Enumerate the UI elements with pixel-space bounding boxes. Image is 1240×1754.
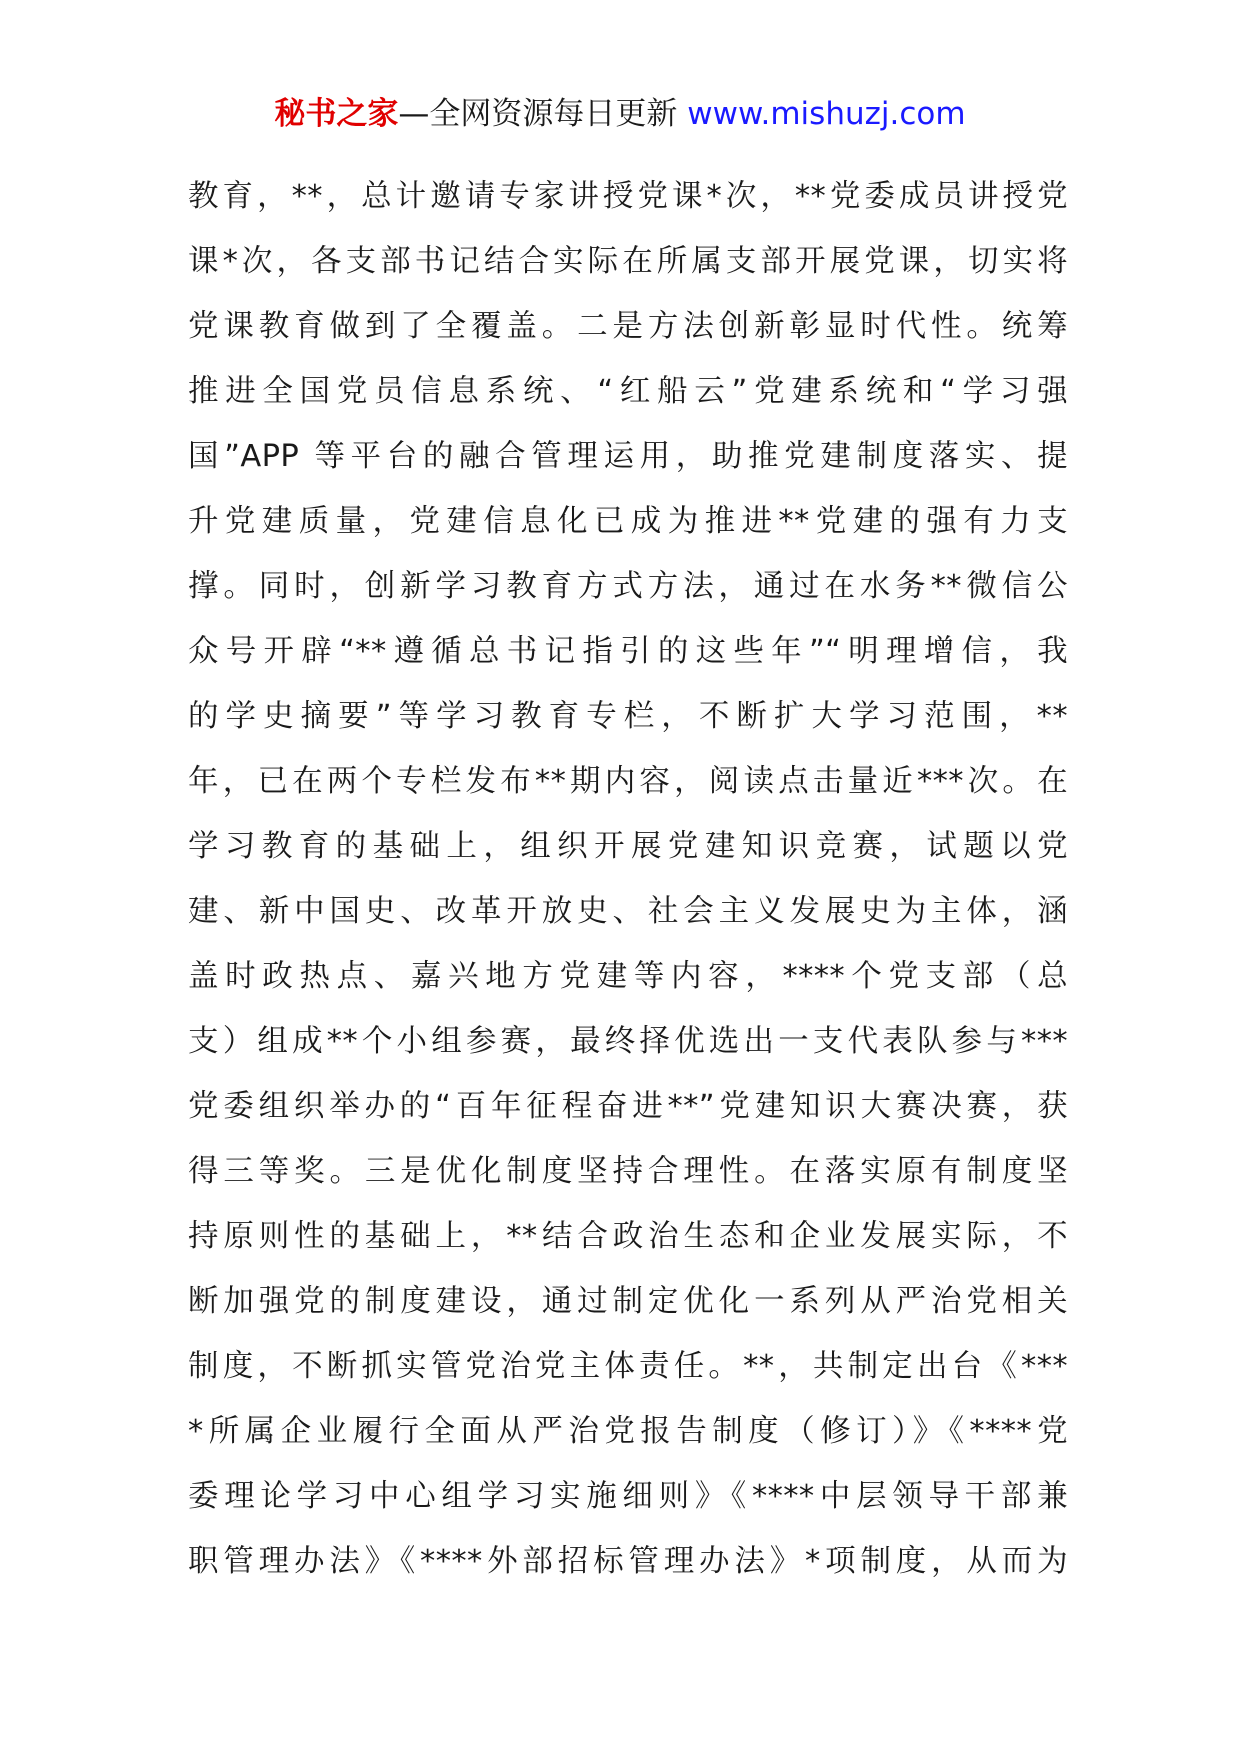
text-line: 职管理办法》《****外部招标管理办法》*项制度，从而为: [188, 1544, 1068, 1579]
text-line: 得三等奖。三是优化制度坚持合理性。在落实原有制度坚: [188, 1154, 1068, 1189]
text-line: 建、新中国史、改革开放史、社会主义发展史为主体，涵: [188, 894, 1068, 929]
text-line: 党课教育做到了全覆盖。二是方法创新彰显时代性。统筹: [188, 309, 1068, 344]
text-line: 年，已在两个专栏发布**期内容，阅读点击量近***次。在: [188, 764, 1068, 799]
text-line: 制度，不断抓实管党治党主体责任。**，共制定出台《***: [188, 1349, 1068, 1384]
text-line: 撑。同时，创新学习教育方式方法，通过在水务**微信公: [188, 569, 1068, 604]
site-tagline: —全网资源每日更新: [398, 96, 678, 132]
text-line: 的学史摘要”等学习教育专栏，不断扩大学习范围，**: [188, 699, 1068, 734]
document-body: [188, 164, 1068, 1594]
text-line: 盖时政热点、嘉兴地方党建等内容，****个党支部（总: [188, 959, 1068, 994]
text-line: 委理论学习中心组学习实施细则》《****中层领导干部兼: [188, 1479, 1068, 1514]
text-line: 国”APP 等平台的融合管理运用，助推党建制度落实、提: [188, 439, 1068, 474]
text-line: 断加强党的制度建设，通过制定优化一系列从严治党相关: [188, 1284, 1068, 1319]
site-url-link[interactable]: www.mishuzj.com: [687, 96, 966, 132]
text-line: 升党建质量，党建信息化已成为推进**党建的强有力支: [188, 504, 1068, 539]
site-brand: 秘书之家: [274, 96, 399, 132]
text-line: 教育，**，总计邀请专家讲授党课*次，**党委成员讲授党: [188, 179, 1068, 214]
text-line: 推进全国党员信息系统、“红船云”党建系统和“学习强: [188, 374, 1068, 409]
text-line: 众号开辟“**遵循总书记指引的这些年”“明理增信，我: [188, 634, 1068, 669]
text-line: 持原则性的基础上，**结合政治生态和企业发展实际，不: [188, 1219, 1068, 1254]
text-line: 学习教育的基础上，组织开展党建知识竞赛，试题以党: [188, 829, 1068, 864]
text-line: 课*次，各支部书记结合实际在所属支部开展党课，切实将: [188, 244, 1068, 279]
text-line: 支）组成**个小组参赛，最终择优选出一支代表队参与***: [188, 1024, 1068, 1059]
text-line: *所属企业履行全面从严治党报告制度（修订）》《****党: [188, 1414, 1068, 1449]
site-header: [0, 94, 1240, 134]
text-line: 党委组织举办的“百年征程奋进**”党建知识大赛决赛，获: [188, 1089, 1068, 1124]
